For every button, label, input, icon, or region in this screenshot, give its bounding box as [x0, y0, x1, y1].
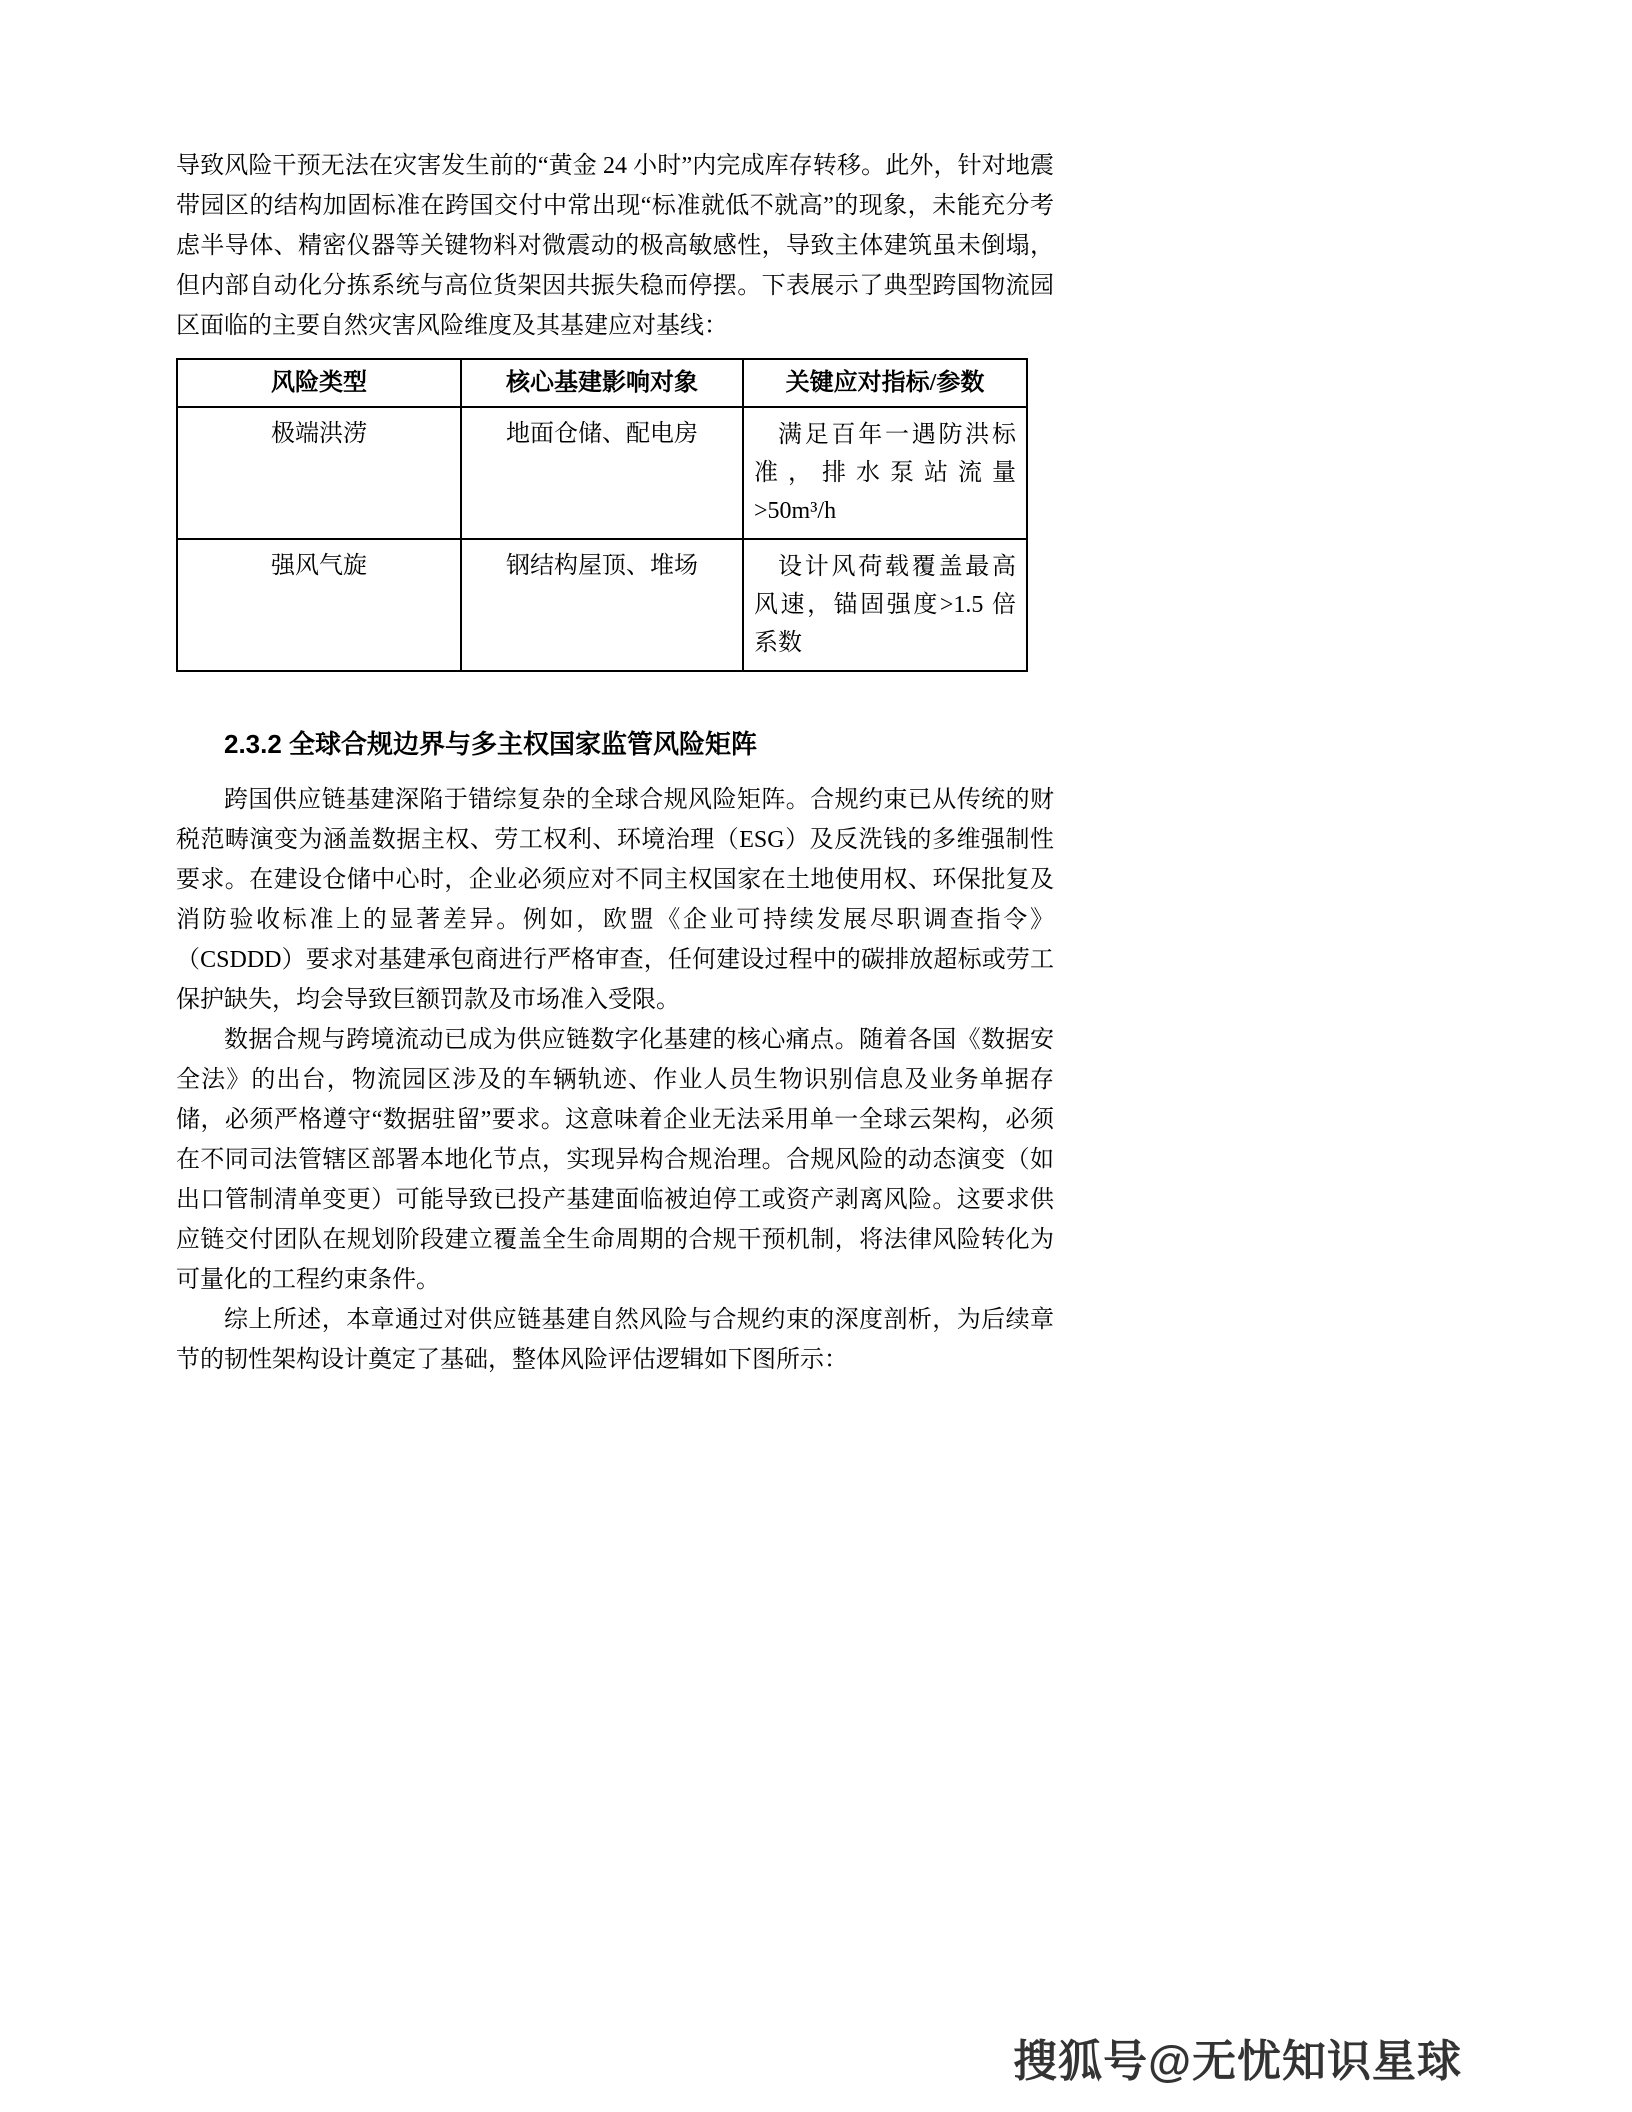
intro-paragraph: 导致风险干预无法在灾害发生前的“黄金 24 小时”内完成库存转移。此外，针对地震带园区的结构加固标准在跨国交付中常出现“标准就低不就高”的现象，未能充分考虑半导体、精密仪器等关键物料对微震动的极高敏感性，导致主体建筑虽未倒塌，但内部自动化分拣系统与高位货架因共振失稳而停摆。下表展示了典型跨国物流园区面临的主要自然灾害风险维度及其基建应对基线： [176, 153, 1054, 339]
table-header-impact-object: 核心基建影响对象 [461, 359, 743, 407]
natural-disaster-risk-table [176, 358, 1028, 672]
body-paragraph-summary: 综上所述，本章通过对供应链基建自然风险与合规约束的深度剖析，为后续章节的韧性架构设计奠定了基础，整体风险评估逻辑如下图所示： [176, 1307, 1054, 1373]
watermark-text: 搜狐号@无忧知识星球 [1013, 2037, 1462, 2086]
table-row-cyclone [177, 539, 1027, 671]
table-header-key-indicators: 关键应对指标/参数 [743, 359, 1027, 407]
table-cell-risk-type: 强风气旋 [177, 539, 461, 671]
table-cell-impact-object: 地面仓储、配电房 [461, 407, 743, 539]
table-header-risk-type: 风险类型 [177, 359, 461, 407]
body-paragraph-data-compliance: 数据合规与跨境流动已成为供应链数字化基建的核心痛点。随着各国《数据安全法》的出台，物流园区涉及的车辆轨迹、作业人员生物识别信息及业务单据存储，必须严格遵守“数据驻留”要求。这意味着企业无法采用单一全球云架构，必须在不同司法管辖区部署本地化节点，实现异构合规治理。合规风险的动态演变（如出口管制清单变更）可能导致已投产基建面临被迫停工或资产剥离风险。这要求供应链交付团队在规划阶段建立覆盖全生命周期的合规干预机制，将法律风险转化为可量化的工程约束条件。 [176, 1027, 1054, 1293]
table-cell-impact-object: 钢结构屋顶、堆场 [461, 539, 743, 671]
table-cell-risk-type: 极端洪涝 [177, 407, 461, 539]
table-cell-key-indicators: 满足百年一遇防洪标准，排水泵站流量>50m³/h [743, 407, 1027, 539]
table-header-row [177, 359, 1027, 407]
table-cell-key-indicators: 设计风荷载覆盖最高风速，锚固强度>1.5 倍系数 [743, 539, 1027, 671]
section-heading-2-3-2: 2.3.2 全球合规边界与多主权国家监管风险矩阵 [224, 729, 758, 759]
content-area [176, 146, 1054, 1380]
body-paragraph-compliance-matrix: 跨国供应链基建深陷于错综复杂的全球合规风险矩阵。合规约束已从传统的财税范畴演变为涵盖数据主权、劳工权利、环境治理（ESG）及反洗钱的多维强制性要求。在建设仓储中心时，企业必须应对不同主权国家在土地使用权、环保批复及消防验收标准上的显著差异。例如，欧盟《企业可持续发展尽职调查指令》（CSDDD）要求对基建承包商进行严格审查，任何建设过程中的碳排放超标或劳工保护缺失，均会导致巨额罚款及市场准入受限。 [176, 787, 1054, 1013]
table-row-flood [177, 407, 1027, 539]
